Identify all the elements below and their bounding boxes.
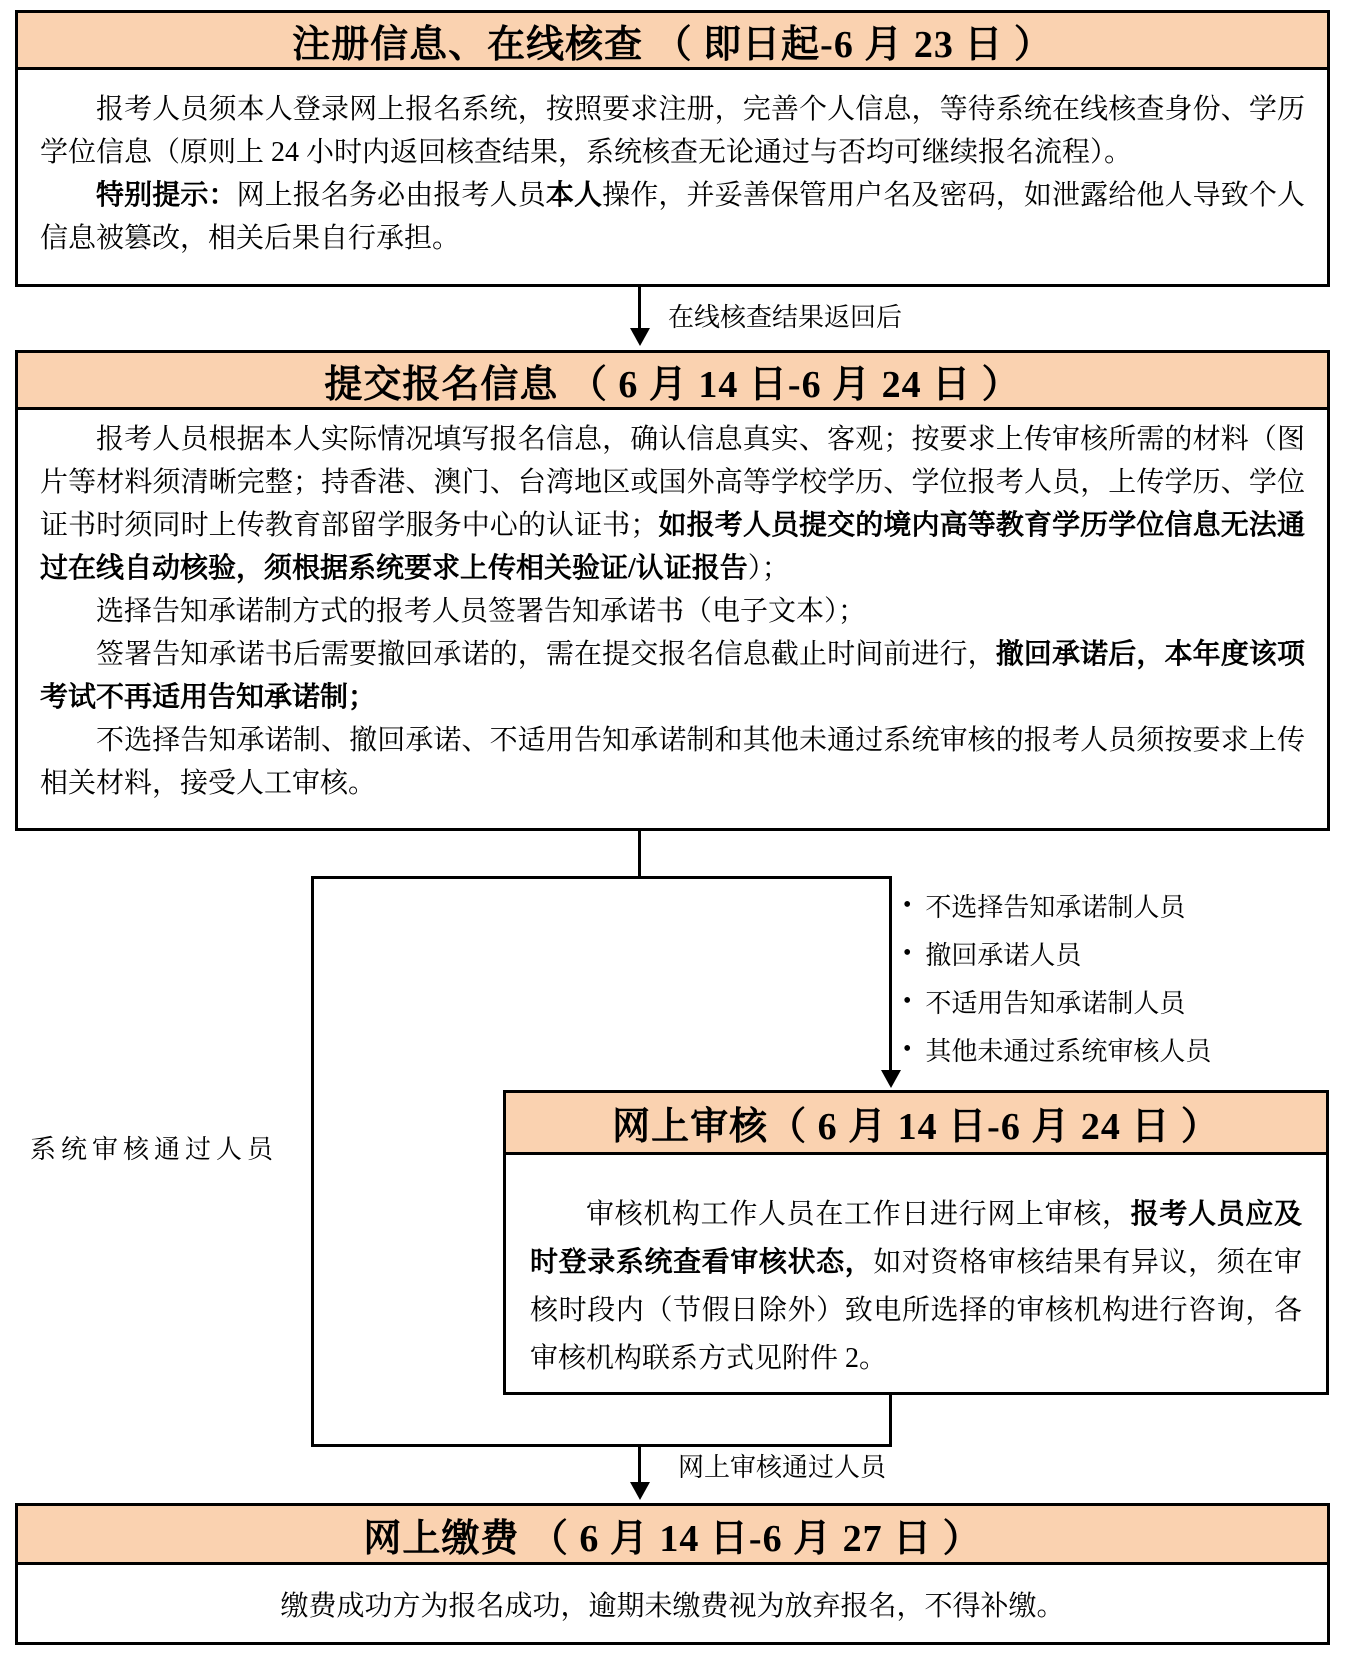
branch-line-top [311,876,892,879]
paragraph [530,1191,1302,1383]
box-review-title: 网上审核（ 6 月 14 日-6 月 24 日 ） [612,1106,1220,1148]
paragraph [40,88,1305,174]
branch-line-bottom [311,1444,892,1447]
connector-register-to-submit [638,287,641,332]
box-payment [15,1503,1330,1645]
box-submit-info [15,350,1330,831]
text-run: 如对资格审核结果有异议，须在审核时段内（节假日除外）致电所选择的审核机构进行咨询，各审核机构联系方式见附件 2。 [530,1247,1302,1374]
box-submit-body [18,410,1327,805]
branch-line-left [311,876,314,1447]
manual-review-bullet-list [903,881,1211,1073]
text-run: 审核机构工作人员在工作日进行网上审核， [586,1199,1131,1230]
text-run: 本人 [545,180,603,211]
text-run: 报考人员应及时登录系统查看审核状态， [530,1199,1302,1278]
list-item [903,1025,1211,1073]
box-review-header [506,1093,1326,1155]
bullet-text: 撤回承诺人员 [925,940,1082,970]
label-review-pass: 网上审核通过人员 [678,1453,887,1482]
arrow-down-icon [881,1070,901,1088]
text-run: 签署告知承诺书后需要撤回承诺的，需在提交报名信息截止时间前进行， [96,639,996,670]
paragraph [40,174,1305,260]
label-system-pass: 系统审核通过人员 [30,1135,279,1164]
arrow-down-icon [630,1482,650,1500]
bullet-icon: • [903,1035,912,1062]
text-run: ）； [747,553,790,584]
connector-to-payment [638,1444,641,1486]
text-run: 选择告知承诺制方式的报考人员签署告知承诺书（电子文本）； [96,596,867,627]
label-after-online-check: 在线核查结果返回后 [668,303,903,332]
text-run: 网上报名务必由报考人员 [236,180,546,211]
list-item [903,881,1211,929]
bullet-icon: • [903,987,912,1014]
paragraph [40,590,1305,633]
bullet-text: 不适用告知承诺制人员 [925,988,1186,1018]
paragraph [40,418,1305,590]
box-payment-header [18,1506,1327,1565]
box-review-body [506,1155,1326,1383]
bullet-icon: • [903,939,912,966]
box-payment-body [18,1565,1327,1642]
payment-text: 缴费成功方为报名成功，逾期未缴费视为放弃报名，不得补缴。 [280,1590,1065,1622]
list-item [903,929,1211,977]
box-online-review [503,1090,1329,1395]
text-run: 报考人员须本人登录网上报名系统，按照要求注册，完善个人信息，等待系统在线核查身份、学历学位信息（原则上 24 小时内返回核查结果，系统核查无论通过与否均可继续报名流程）。 [40,94,1305,168]
text-run: 撤回承诺后，本年度该项考试不再适用告知承诺制； [40,639,1305,713]
box-submit-header [18,353,1327,410]
text-run: 不选择告知承诺制、撤回承诺、不适用告知承诺制和其他未通过系统审核的报考人员须按要求上传相关材料，接受人工审核。 [40,725,1305,799]
branch-line-right-upper [889,876,892,1074]
connector-submit-stub [638,831,641,878]
box-register-title: 注册信息、在线核查 （ 即日起-6 月 23 日 ） [292,23,1053,66]
box-payment-title: 网上缴费 （ 6 月 14 日-6 月 27 日 ） [363,1517,982,1560]
list-item [903,977,1211,1025]
paragraph [40,633,1305,719]
arrow-down-icon [630,328,650,346]
box-register-header [18,13,1327,70]
bullet-icon: • [903,891,912,918]
box-submit-title: 提交报名信息 （ 6 月 14 日-6 月 24 日 ） [324,363,1021,406]
bullet-text: 其他未通过系统审核人员 [925,1036,1212,1066]
text-run: 报考人员根据本人实际情况填写报名信息，确认信息真实、客观；按要求上传审核所需的材料（图片等材料须清晰完整；持香港、澳门、台湾地区或国外高等学校学历、学位报考人员，上传学历、学位证书时须同时上传教育部留学服务中心的认证书； [40,424,1305,541]
text-run: 操作，并妥善保管用户名及密码，如泄露给他人导致个人信息被篡改，相关后果自行承担。 [40,180,1305,254]
text-run: 特别提示： [96,180,237,211]
box-register-body [18,70,1327,260]
paragraph [40,719,1305,805]
text-run: 如报考人员提交的境内高等教育学历学位信息无法通过在线自动核验，须根据系统要求上传相关验证/认证报告 [40,510,1305,584]
branch-line-right-lower [889,1395,892,1447]
bullet-text: 不选择告知承诺制人员 [925,892,1186,922]
box-register [15,10,1330,287]
